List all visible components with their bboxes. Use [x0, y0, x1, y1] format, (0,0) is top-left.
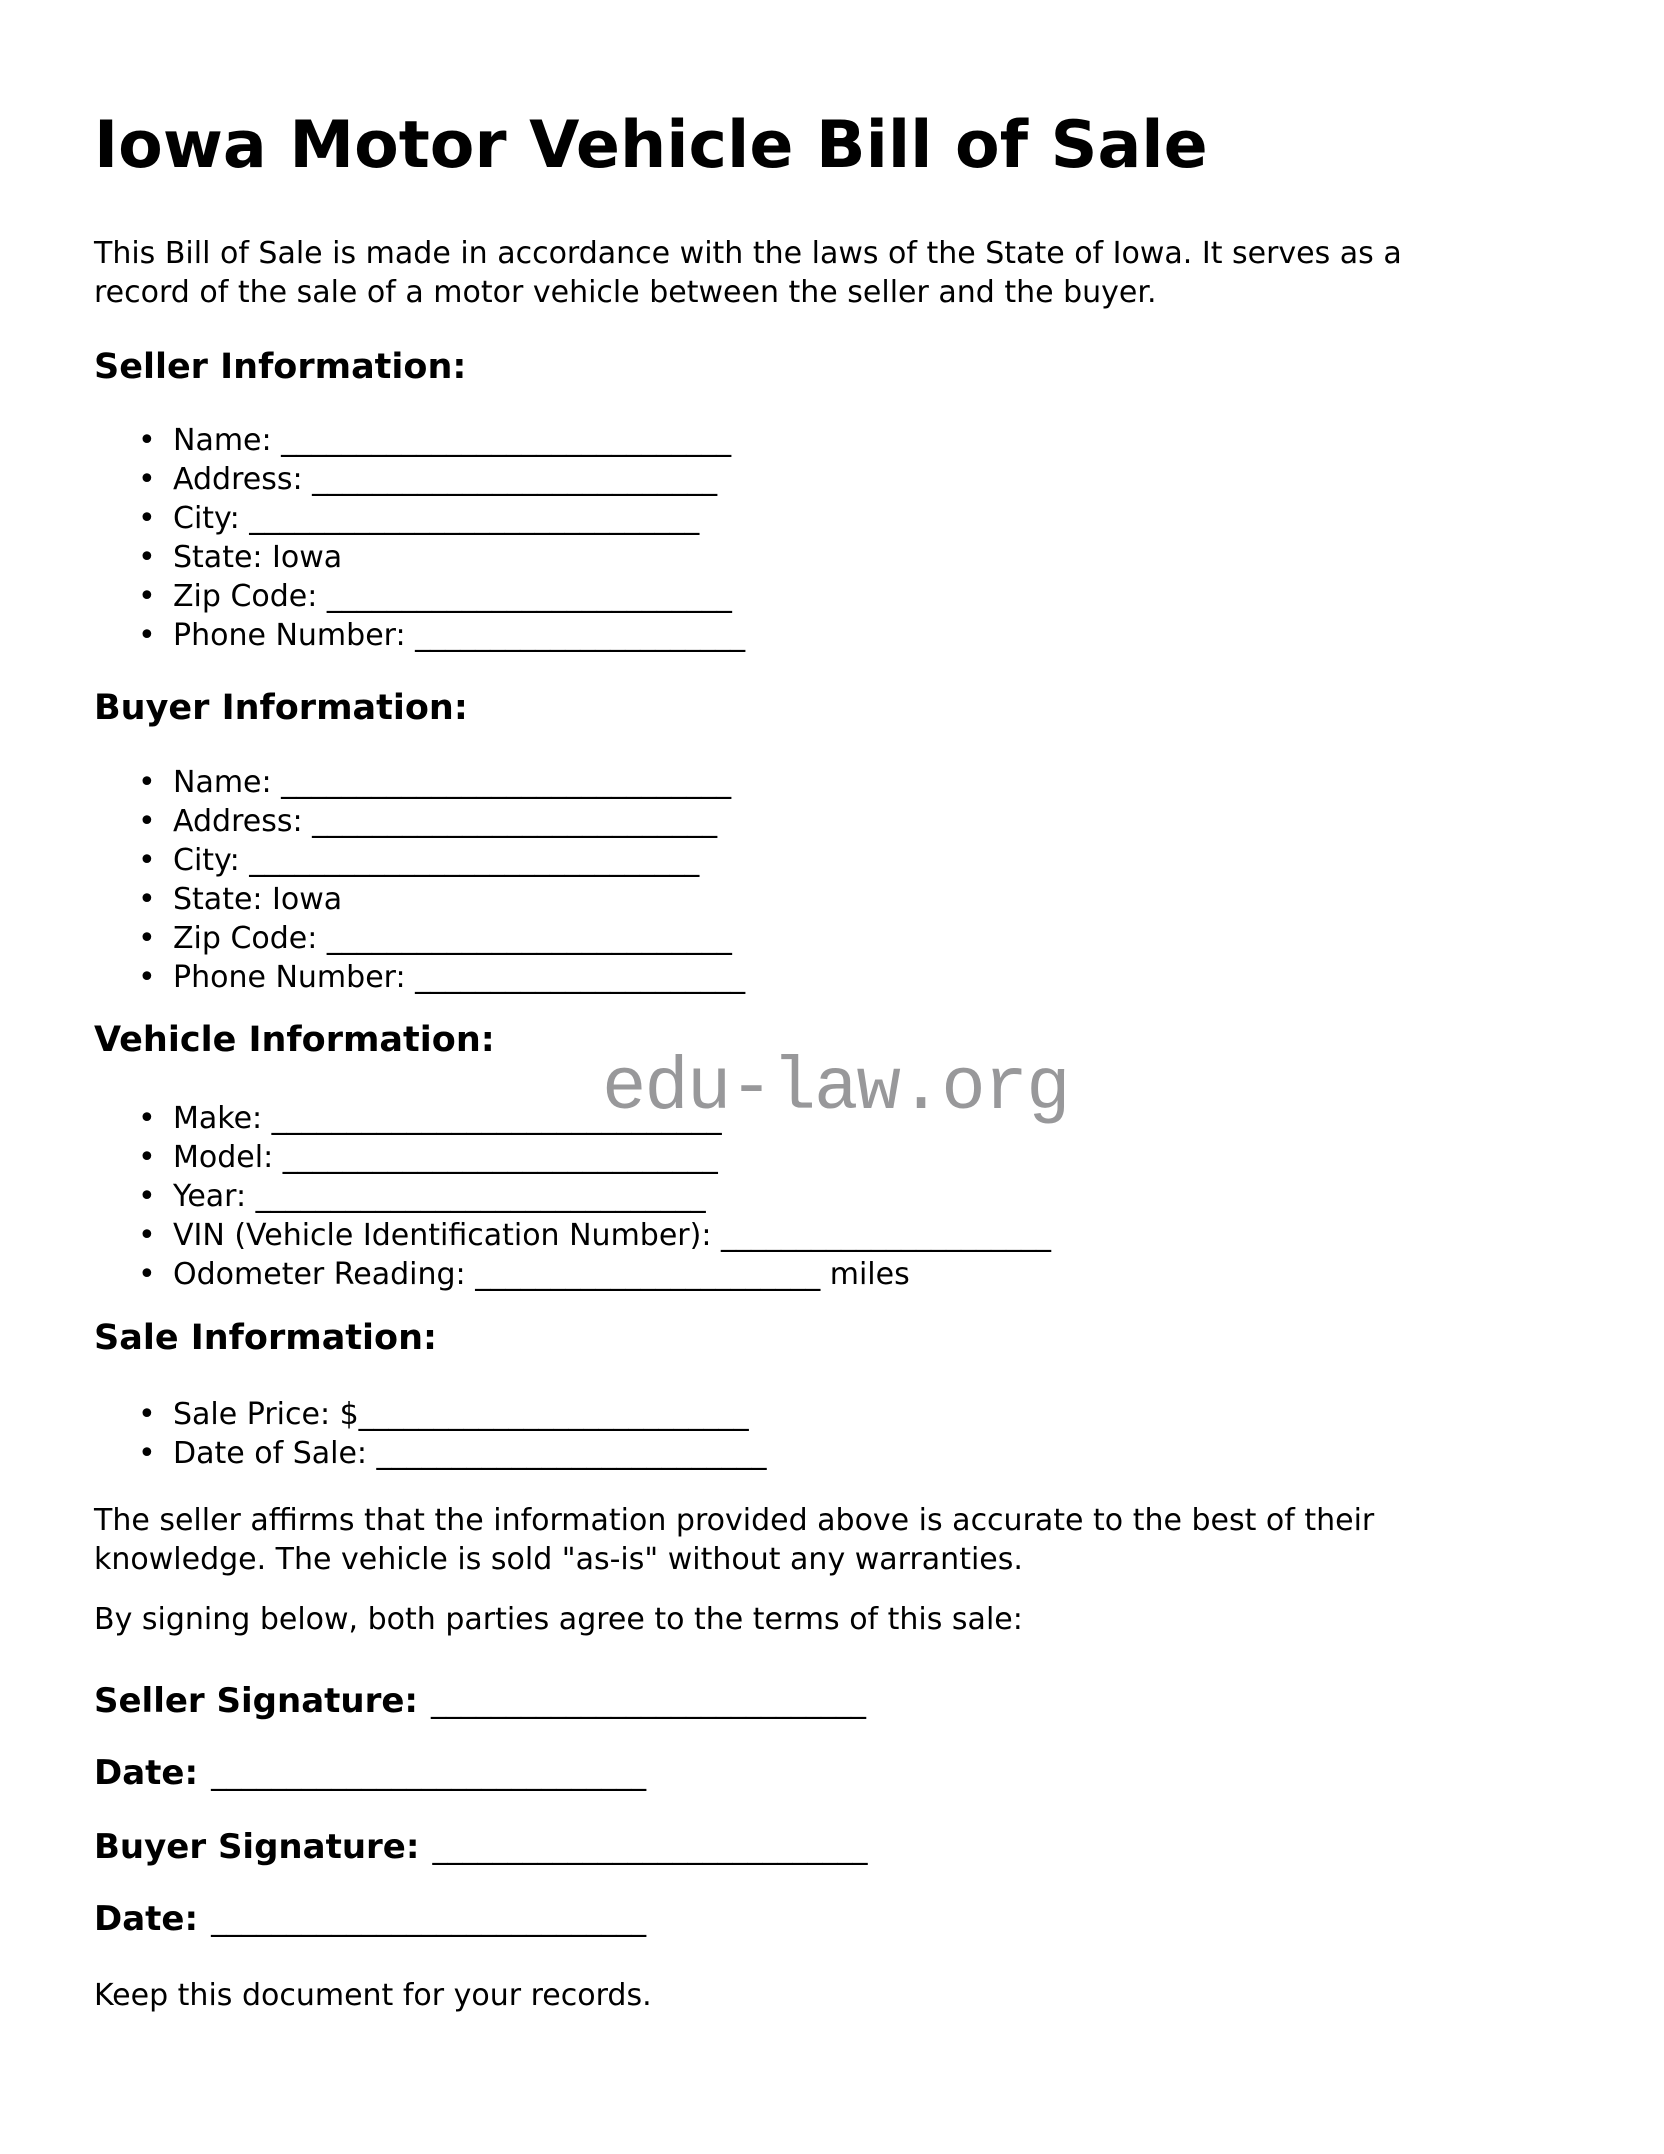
seller-phone-field: • Phone Number: ______________________ [173, 616, 1574, 655]
buyer-signature-row [94, 1826, 1574, 1870]
vehicle-odometer-field: • Odometer Reading: _______________________ miles [173, 1255, 1574, 1294]
buyer-name-field: • Name: ______________________________ [173, 763, 1574, 802]
seller-signature-label: Seller Signature: [94, 1681, 419, 1721]
seller-signature-row [94, 1680, 1574, 1724]
sale-price-field: • Sale Price: $__________________________ [173, 1395, 1574, 1434]
seller-information-list [94, 421, 1574, 655]
seller-state-field: • State: Iowa [173, 538, 1574, 577]
buyer-information-heading: Buyer Information: [94, 688, 468, 728]
buyer-date-row [94, 1898, 1574, 1942]
vehicle-vin-field: • VIN (Vehicle Identification Number): ______________________ [173, 1216, 1574, 1255]
vehicle-information-heading: Vehicle Information: [94, 1020, 495, 1060]
affirmation-line-1: The seller affirms that the information provided above is accurate to the best of their [94, 1503, 1375, 1538]
buyer-information-list [94, 763, 1574, 997]
affirmation-line-2: knowledge. The vehicle is sold "as-is" without any warranties. [94, 1542, 1023, 1577]
buyer-phone-field: • Phone Number: ______________________ [173, 958, 1574, 997]
buyer-date-label: Date: [94, 1899, 199, 1939]
seller-information-heading: Seller Information: [94, 347, 467, 387]
seller-date-label: Date: [94, 1753, 199, 1793]
watermark-text: edu-law.org [602, 1047, 1069, 1131]
vehicle-model-field: • Model: _____________________________ [173, 1138, 1574, 1177]
buyer-address-field: • Address: ___________________________ [173, 802, 1574, 841]
buyer-zip-field: • Zip Code: ___________________________ [173, 919, 1574, 958]
seller-name-field: • Name: ______________________________ [173, 421, 1574, 460]
seller-address-field: • Address: ___________________________ [173, 460, 1574, 499]
vehicle-year-field: • Year: ______________________________ [173, 1177, 1574, 1216]
seller-date-row [94, 1752, 1574, 1796]
footer-note: Keep this document for your records. [94, 1978, 652, 2013]
seller-signature-blank: _____________________________ [431, 1685, 867, 1720]
intro-paragraph [94, 234, 1574, 312]
vehicle-information-list [94, 1099, 1574, 1294]
seller-date-blank: _____________________________ [211, 1757, 647, 1792]
affirmation-paragraph [94, 1501, 1574, 1579]
page-title: Iowa Motor Vehicle Bill of Sale [94, 108, 1208, 183]
buyer-signature-label: Buyer Signature: [94, 1827, 420, 1867]
sale-date-field: • Date of Sale: __________________________ [173, 1434, 1574, 1473]
buyer-signature-blank: _____________________________ [432, 1831, 868, 1866]
seller-zip-field: • Zip Code: ___________________________ [173, 577, 1574, 616]
vehicle-make-field: • Make: ______________________________ [173, 1099, 1574, 1138]
intro-line-2: record of the sale of a motor vehicle between the seller and the buyer. [94, 275, 1157, 310]
seller-city-field: • City: ______________________________ [173, 499, 1574, 538]
document-content [0, 108, 1664, 2015]
intro-line-1: This Bill of Sale is made in accordance with the laws of the State of Iowa. It serves as a [94, 236, 1402, 271]
buyer-state-field: • State: Iowa [173, 880, 1574, 919]
sale-information-list [94, 1395, 1574, 1473]
buyer-city-field: • City: ______________________________ [173, 841, 1574, 880]
signing-note: By signing below, both parties agree to the terms of this sale: [94, 1602, 1023, 1637]
sale-information-heading: Sale Information: [94, 1318, 437, 1358]
buyer-date-blank: _____________________________ [211, 1903, 647, 1938]
